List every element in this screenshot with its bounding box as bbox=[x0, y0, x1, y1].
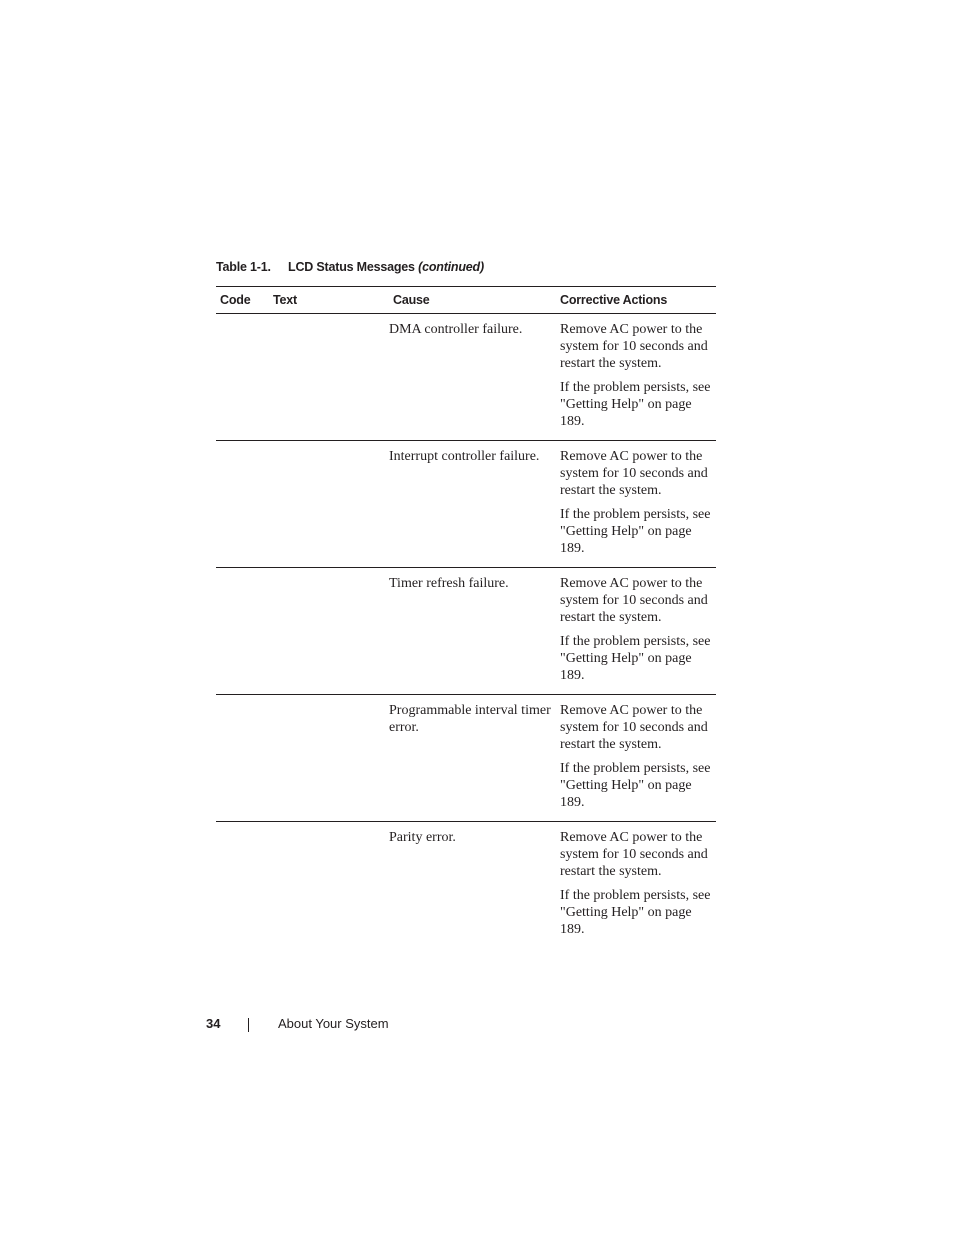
table-caption bbox=[216, 260, 484, 274]
header-code: Code bbox=[216, 287, 269, 314]
lcd-status-table bbox=[216, 286, 716, 948]
page-footer bbox=[206, 1016, 389, 1031]
continued-label: (continued) bbox=[418, 260, 484, 274]
cell-actions bbox=[556, 822, 716, 949]
page-number: 34 bbox=[206, 1016, 221, 1031]
table-row bbox=[216, 822, 716, 949]
cell-cause: DMA controller failure. bbox=[389, 314, 556, 441]
action-step: Remove AC power to the system for 10 seconds and restart the system. bbox=[560, 449, 708, 498]
cell-text bbox=[269, 695, 389, 822]
cell-cause: Parity error. bbox=[389, 830, 456, 845]
action-step: Remove AC power to the system for 10 seconds and restart the system. bbox=[560, 703, 708, 752]
cell-code bbox=[216, 314, 269, 441]
table-row bbox=[216, 568, 716, 695]
table-number: Table 1-1. bbox=[216, 260, 271, 274]
cell-code bbox=[216, 441, 269, 568]
table-header-row bbox=[216, 287, 716, 314]
cell-code bbox=[216, 822, 269, 949]
action-step: If the problem persists, see "Getting Help" on page 189. bbox=[560, 634, 711, 683]
header-cause: Cause bbox=[389, 287, 556, 314]
cell-cause: Interrupt controller failure. bbox=[389, 441, 556, 568]
table-title: LCD Status Messages bbox=[288, 260, 415, 274]
action-step: Remove AC power to the system for 10 seconds and restart the system. bbox=[560, 830, 708, 879]
table-row bbox=[216, 441, 716, 568]
action-step: If the problem persists, see "Getting Help" on page 189. bbox=[560, 888, 711, 937]
cell-code bbox=[216, 695, 269, 822]
section-title: About Your System bbox=[278, 1016, 389, 1031]
footer-separator bbox=[248, 1018, 249, 1032]
action-step: If the problem persists, see "Getting Help" on page 189. bbox=[560, 380, 711, 429]
cell-code bbox=[216, 568, 269, 695]
header-corrective-actions: Corrective Actions bbox=[556, 287, 716, 314]
cell-text bbox=[269, 314, 389, 441]
action-step: Remove AC power to the system for 10 seconds and restart the system. bbox=[560, 322, 708, 371]
table-row bbox=[216, 314, 716, 441]
cell-cause: Programmable interval timer error. bbox=[389, 695, 556, 822]
cell-text bbox=[269, 568, 389, 695]
cell-cause: Timer refresh failure. bbox=[389, 568, 556, 695]
action-step: If the problem persists, see "Getting Help" on page 189. bbox=[560, 507, 711, 556]
cell-actions bbox=[556, 314, 716, 441]
cell-text bbox=[269, 822, 389, 949]
cell-actions bbox=[556, 568, 716, 695]
cell-actions bbox=[556, 441, 716, 568]
cell-text bbox=[269, 441, 389, 568]
action-step: If the problem persists, see "Getting Help" on page 189. bbox=[560, 761, 711, 810]
action-step: Remove AC power to the system for 10 seconds and restart the system. bbox=[560, 576, 708, 625]
table-row bbox=[216, 695, 716, 822]
header-text: Text bbox=[269, 287, 389, 314]
cell-actions bbox=[556, 695, 716, 822]
